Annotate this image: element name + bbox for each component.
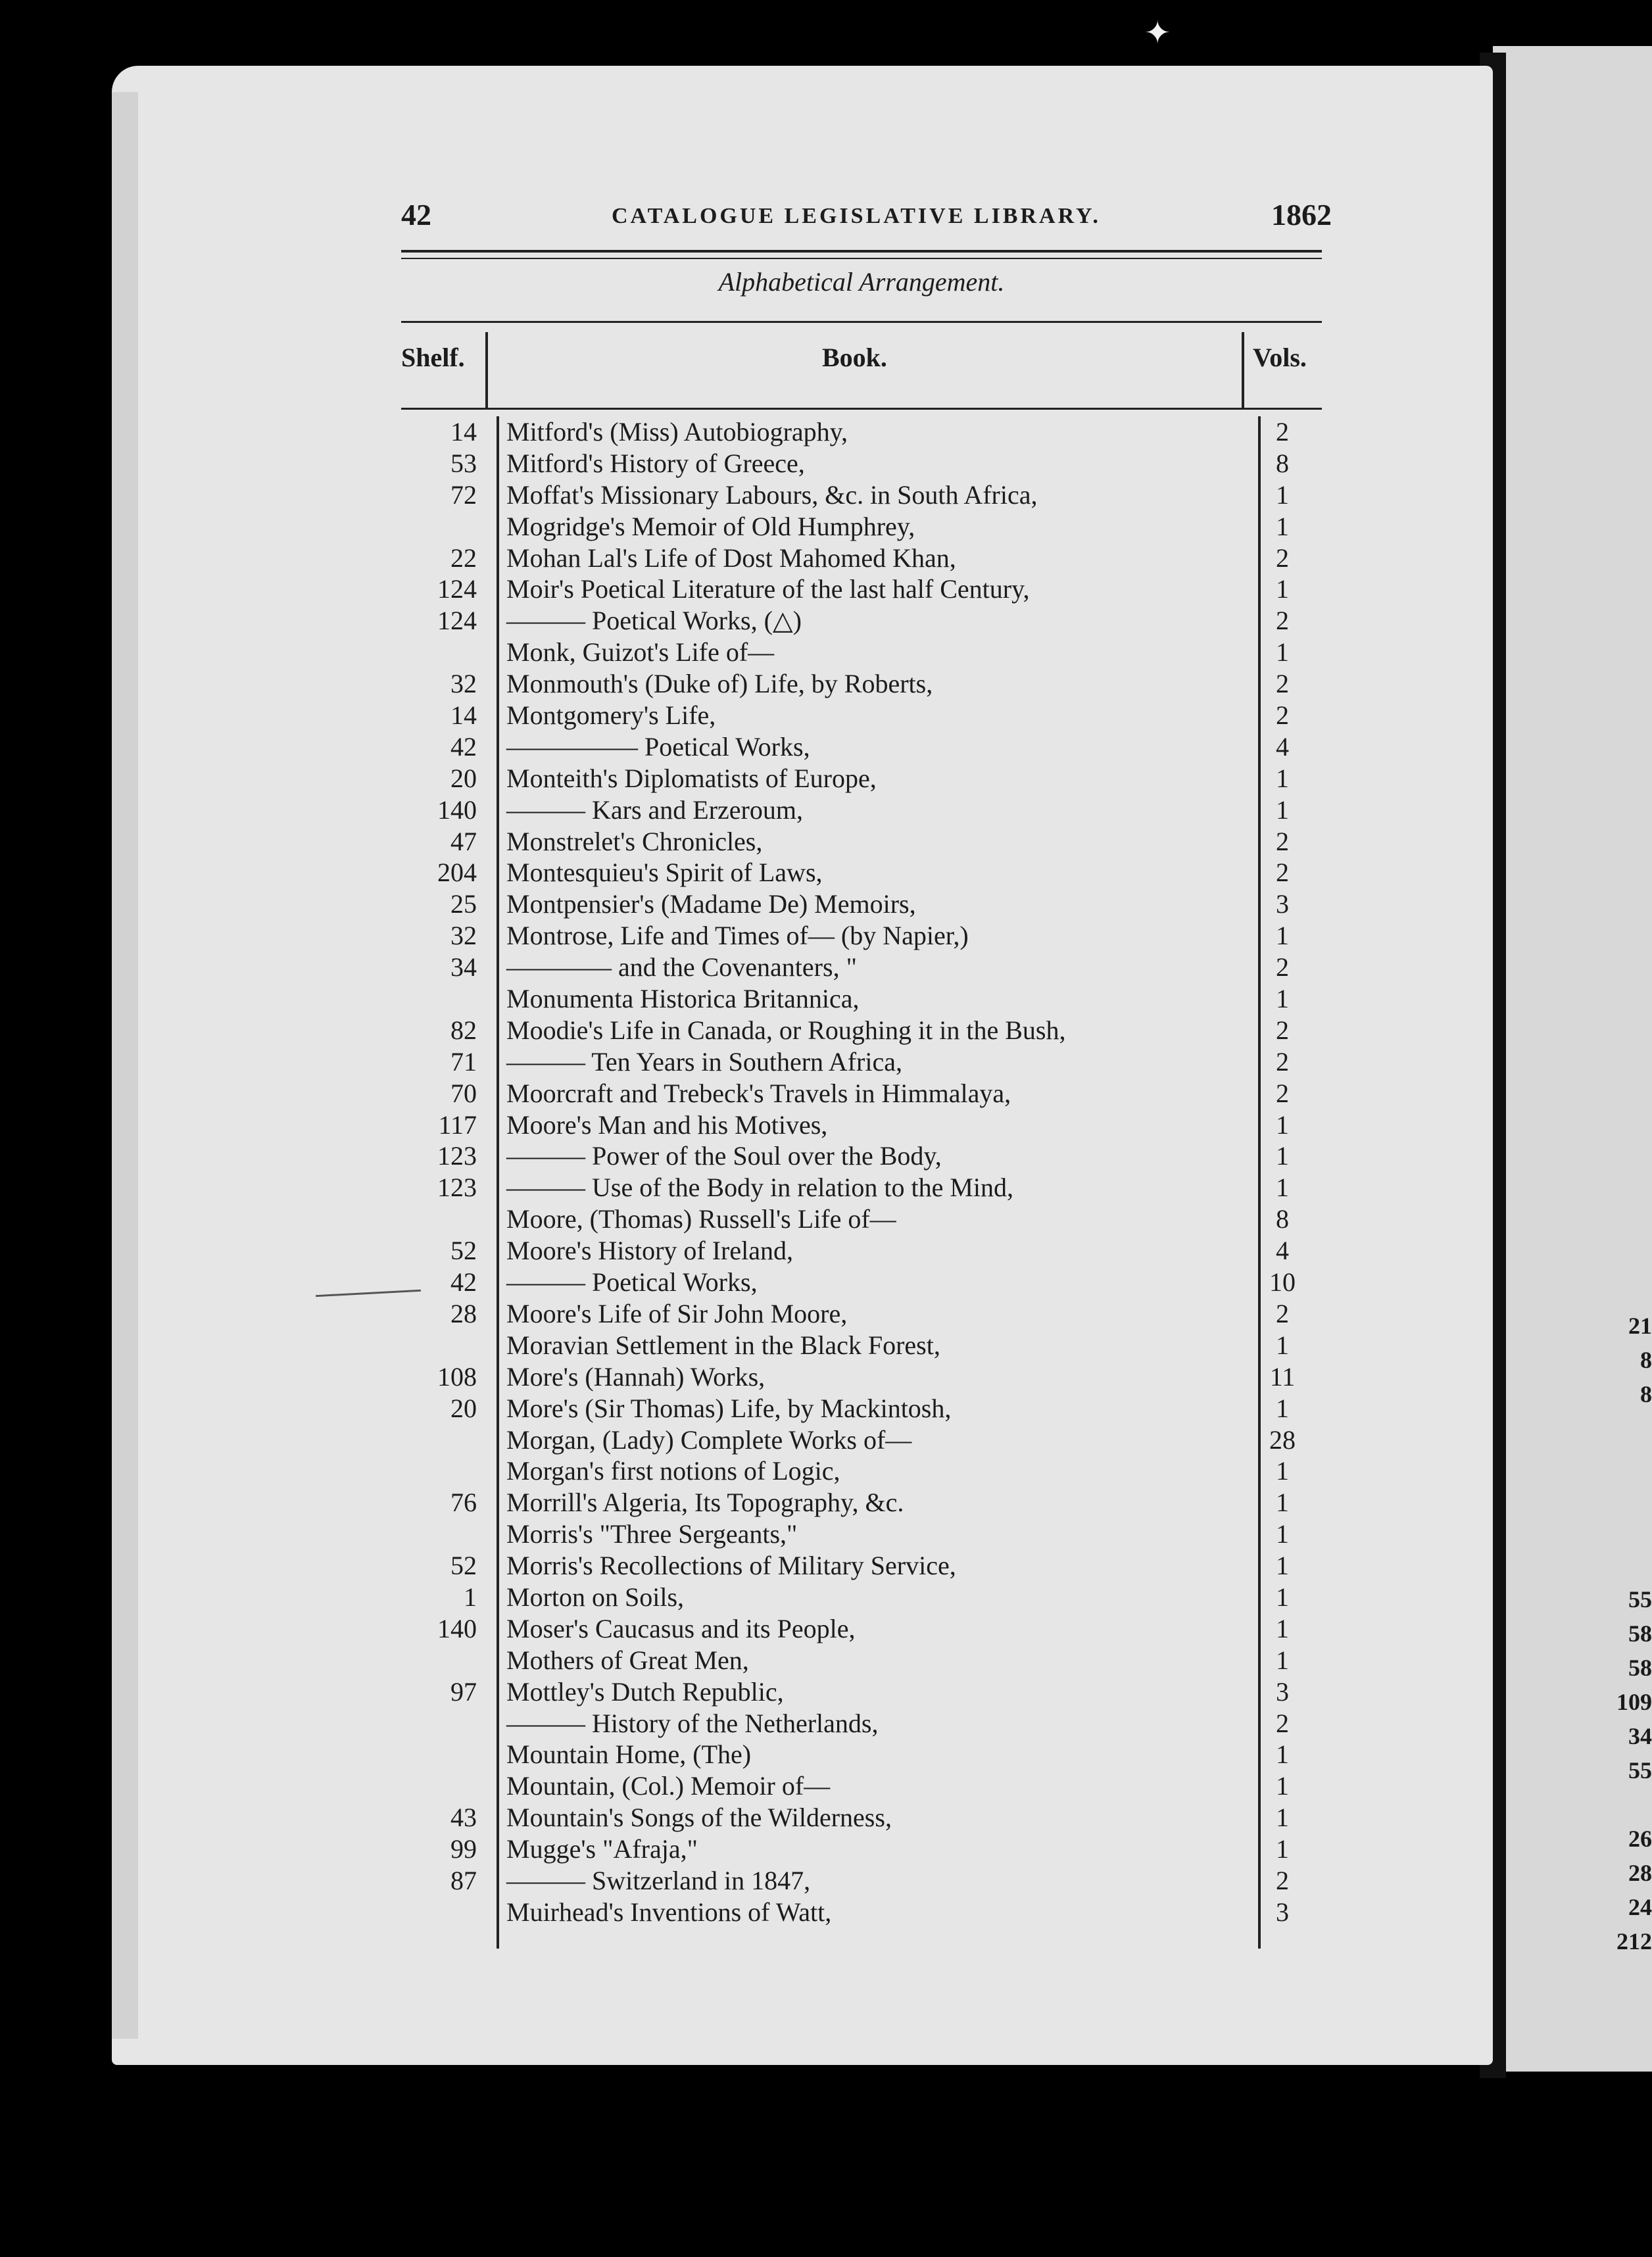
table-row	[401, 479, 1335, 511]
scan-speck: ✦	[1144, 16, 1171, 51]
book-cell: Morgan, (Lady) Complete Works of—	[506, 1424, 912, 1455]
vols-cell: 3	[1276, 1897, 1289, 1927]
book-cell: Moore's History of Ireland,	[506, 1236, 793, 1266]
adjacent-page-number: 24	[1628, 1894, 1652, 1920]
book-cell: Moorcraft and Trebeck's Travels in Himmalaya,	[506, 1078, 1011, 1108]
book-cell: Mogridge's Memoir of Old Humphrey,	[506, 511, 915, 541]
vols-cell: 2	[1276, 417, 1289, 447]
book-cell: Mitford's (Miss) Autobiography,	[506, 417, 848, 447]
vols-cell: 2	[1276, 858, 1289, 888]
vols-cell: 11	[1269, 1361, 1296, 1392]
table-row	[401, 1865, 1335, 1897]
vols-cell: 28	[1269, 1424, 1296, 1455]
vols-cell: 1	[1276, 1141, 1289, 1171]
book-cell: Morris's "Three Sergeants,"	[506, 1519, 798, 1549]
book-cell: Moir's Poetical Literature of the last half Century,	[506, 574, 1030, 604]
table-row	[401, 1203, 1335, 1235]
shelf-cell: 72	[450, 479, 477, 510]
vols-cell: 2	[1276, 1078, 1289, 1108]
shelf-cell: 71	[450, 1046, 477, 1077]
book-cell: Moravian Settlement in the Black Forest,	[506, 1330, 940, 1360]
vols-cell: 1	[1276, 1551, 1289, 1581]
table-row	[401, 448, 1335, 479]
table-row	[401, 794, 1335, 826]
book-cell: ———— and the Covenanters, "	[506, 952, 857, 983]
book-cell: Montpensier's (Madame De) Memoirs,	[506, 889, 916, 919]
table-row	[401, 511, 1335, 543]
adjacent-page-number: 109	[1616, 1689, 1652, 1715]
shelf-cell: 204	[437, 858, 477, 888]
adjacent-page-number: 8	[1640, 1381, 1652, 1407]
table-row	[401, 1897, 1335, 1928]
table-row	[401, 731, 1335, 763]
adjacent-page-number: 212	[1616, 1928, 1652, 1954]
book-cell: ——— Poetical Works, (△)	[506, 606, 802, 636]
book-cell: Montesquieu's Spirit of Laws,	[506, 858, 823, 888]
adjacent-page-number: 34	[1628, 1723, 1652, 1749]
table-row	[401, 1676, 1335, 1708]
column-divider	[1242, 332, 1244, 408]
adjacent-page-number	[1605, 1411, 1652, 1445]
shelf-cell: 53	[450, 448, 477, 478]
table-row	[401, 543, 1335, 574]
shelf-cell: 123	[437, 1173, 477, 1203]
table-row	[401, 1172, 1335, 1203]
table-row	[401, 573, 1335, 605]
vols-cell: 1	[1276, 794, 1289, 825]
vols-cell: 2	[1276, 1708, 1289, 1738]
book-cell: Mountain's Songs of the Wilderness,	[506, 1803, 892, 1833]
shelf-cell: 43	[450, 1803, 477, 1833]
table-row	[401, 1267, 1335, 1298]
table-row	[401, 1833, 1335, 1865]
adjacent-page-number: 28	[1628, 1860, 1652, 1886]
page-edge	[112, 92, 138, 2039]
table-row	[401, 605, 1335, 637]
table-row	[401, 1393, 1335, 1424]
vols-cell: 1	[1276, 921, 1289, 951]
book-cell: Monmouth's (Duke of) Life, by Roberts,	[506, 669, 933, 699]
column-header-rule	[401, 408, 1322, 410]
shelf-cell: 42	[450, 1267, 477, 1298]
shelf-cell: 124	[437, 606, 477, 636]
shelf-cell: 123	[437, 1141, 477, 1171]
vols-cell: 4	[1276, 1236, 1289, 1266]
book-cell: Monstrelet's Chronicles,	[506, 826, 763, 856]
book-cell: Moffat's Missionary Labours, &c. in South Africa,	[506, 479, 1038, 510]
table-row	[401, 1518, 1335, 1550]
vols-cell: 2	[1276, 543, 1289, 573]
vols-cell: 1	[1276, 1582, 1289, 1612]
table-row	[401, 1361, 1335, 1393]
shelf-cell: 20	[450, 763, 477, 793]
shelf-cell: 87	[450, 1865, 477, 1895]
table-row	[401, 1487, 1335, 1518]
page-number: 42	[401, 198, 431, 231]
vols-cell: 1	[1276, 1834, 1289, 1864]
book-cell: Muirhead's Inventions of Watt,	[506, 1897, 832, 1927]
page-header	[401, 197, 1332, 237]
table-row	[401, 1046, 1335, 1078]
table-row	[401, 1455, 1335, 1487]
adjacent-page-number: 55	[1628, 1586, 1652, 1613]
table-row	[401, 983, 1335, 1015]
shelf-cell: 52	[450, 1236, 477, 1266]
book-cell: Moodie's Life in Canada, or Roughing it in the Bush,	[506, 1015, 1066, 1045]
adjacent-page-number	[1605, 1445, 1652, 1480]
shelf-cell: 14	[450, 700, 477, 731]
table-row	[401, 1424, 1335, 1456]
catalogue-entries	[401, 416, 1335, 1928]
adjacent-page-number: 58	[1628, 1655, 1652, 1681]
shelf-cell: 70	[450, 1078, 477, 1108]
vols-cell: 2	[1276, 700, 1289, 731]
book-cell: ——— Ten Years in Southern Africa,	[506, 1046, 902, 1077]
table-row	[401, 668, 1335, 700]
book-cell: ————— Poetical Works,	[506, 731, 810, 762]
book-cell: ——— Use of the Body in relation to the Mind,	[506, 1173, 1014, 1203]
book-cell: ——— Kars and Erzeroum,	[506, 794, 803, 825]
adjacent-page-number	[1605, 1548, 1652, 1582]
book-cell: Morgan's first notions of Logic,	[506, 1456, 840, 1486]
vols-cell: 1	[1276, 511, 1289, 541]
book-cell: Mountain, (Col.) Memoir of—	[506, 1771, 831, 1801]
shelf-cell: 14	[450, 417, 477, 447]
header-rule-thin	[401, 258, 1322, 259]
adjacent-page-number	[1605, 1787, 1652, 1822]
shelf-cell: 20	[450, 1393, 477, 1423]
vols-cell: 1	[1276, 1109, 1289, 1140]
shelf-cell: 28	[450, 1298, 477, 1328]
shelf-cell: 34	[450, 952, 477, 983]
table-row	[401, 1078, 1335, 1109]
vols-cell: 1	[1276, 1771, 1289, 1801]
book-cell: Mountain Home, (The)	[506, 1739, 752, 1770]
column-header-shelf: Shelf.	[401, 343, 465, 372]
table-row	[401, 1140, 1335, 1172]
shelf-cell: 124	[437, 574, 477, 604]
table-row	[401, 888, 1335, 920]
shelf-cell: 22	[450, 543, 477, 573]
vols-cell: 1	[1276, 1173, 1289, 1203]
table-row	[401, 857, 1335, 888]
book-cell: Mohan Lal's Life of Dost Mahomed Khan,	[506, 543, 956, 573]
vols-cell: 1	[1276, 1456, 1289, 1486]
column-header-vols: Vols.	[1253, 343, 1307, 372]
table-row	[401, 1582, 1335, 1613]
running-title: CATALOGUE LEGISLATIVE LIBRARY.	[612, 204, 1101, 228]
vols-cell: 1	[1276, 763, 1289, 793]
shelf-cell: 42	[450, 731, 477, 762]
shelf-cell: 25	[450, 889, 477, 919]
book-cell: Monteith's Diplomatists of Europe,	[506, 763, 877, 793]
table-row	[401, 826, 1335, 858]
vols-cell: 1	[1276, 1739, 1289, 1770]
book-cell: Moore, (Thomas) Russell's Life of—	[506, 1204, 896, 1234]
adjacent-page-number	[1605, 1480, 1652, 1514]
book-cell: Mugge's "Afraja,"	[506, 1834, 698, 1864]
book-cell: ——— Switzerland in 1847,	[506, 1865, 811, 1895]
book-cell: ——— Poetical Works,	[506, 1267, 758, 1298]
vols-cell: 1	[1276, 1803, 1289, 1833]
adjacent-page-number: 58	[1628, 1620, 1652, 1647]
book-cell: Montgomery's Life,	[506, 700, 716, 731]
book-cell: Morris's Recollections of Military Service,	[506, 1551, 956, 1581]
table-row	[401, 700, 1335, 731]
vols-cell: 1	[1276, 1488, 1289, 1518]
subtitle-rule	[401, 321, 1322, 323]
table-row	[401, 1015, 1335, 1046]
table-row	[401, 1109, 1335, 1141]
header-rule	[401, 250, 1322, 253]
book-cell: Mottley's Dutch Republic,	[506, 1676, 784, 1707]
vols-cell: 1	[1276, 1645, 1289, 1675]
section-subtitle: Alphabetical Arrangement.	[718, 267, 1005, 297]
vols-cell: 10	[1269, 1267, 1296, 1298]
shelf-cell: 97	[450, 1676, 477, 1707]
table-row	[401, 416, 1335, 448]
vols-cell: 2	[1276, 826, 1289, 856]
shelf-cell: 82	[450, 1015, 477, 1045]
vols-cell: 1	[1276, 574, 1289, 604]
table-row	[401, 763, 1335, 794]
vols-cell: 2	[1276, 669, 1289, 699]
vols-cell: 1	[1276, 1613, 1289, 1643]
vols-cell: 2	[1276, 952, 1289, 983]
shelf-cell: 47	[450, 826, 477, 856]
vols-cell: 2	[1276, 1298, 1289, 1328]
book-cell: Moore's Life of Sir John Moore,	[506, 1298, 848, 1328]
vols-cell: 2	[1276, 606, 1289, 636]
shelf-cell: 52	[450, 1551, 477, 1581]
vols-cell: 1	[1276, 1330, 1289, 1360]
table-row	[401, 637, 1335, 668]
vols-cell: 1	[1276, 1393, 1289, 1423]
vols-cell: 8	[1276, 448, 1289, 478]
vols-cell: 8	[1276, 1204, 1289, 1234]
book-cell: Monk, Guizot's Life of—	[506, 637, 775, 667]
vols-cell: 4	[1276, 731, 1289, 762]
column-header-book: Book.	[822, 343, 887, 372]
shelf-cell: 108	[437, 1361, 477, 1392]
adjacent-page-number: 21	[1628, 1313, 1652, 1339]
adjacent-page-number: 8	[1640, 1347, 1652, 1373]
year: 1862	[1271, 198, 1332, 231]
book-cell: More's (Sir Thomas) Life, by Mackintosh,	[506, 1393, 952, 1423]
book-cell: Mitford's History of Greece,	[506, 448, 805, 478]
vols-cell: 2	[1276, 1015, 1289, 1045]
book-cell: More's (Hannah) Works,	[506, 1361, 765, 1392]
book-cell: ——— History of the Netherlands,	[506, 1708, 879, 1738]
shelf-cell: 140	[437, 794, 477, 825]
vols-cell: 2	[1276, 1046, 1289, 1077]
book-cell: ——— Power of the Soul over the Body,	[506, 1141, 942, 1171]
table-row	[401, 920, 1335, 952]
adjacent-page-number: 55	[1628, 1757, 1652, 1784]
vols-cell: 1	[1276, 637, 1289, 667]
table-row	[401, 1708, 1335, 1739]
vols-cell: 3	[1276, 1676, 1289, 1707]
shelf-cell: 76	[450, 1488, 477, 1518]
vols-cell: 1	[1276, 479, 1289, 510]
book-cell: Morrill's Algeria, Its Topography, &c.	[506, 1488, 904, 1518]
shelf-cell: 99	[450, 1834, 477, 1864]
book-cell: Morton on Soils,	[506, 1582, 685, 1612]
adjacent-page-number	[1605, 1514, 1652, 1548]
table-row	[401, 952, 1335, 983]
vols-cell: 1	[1276, 984, 1289, 1014]
table-row	[401, 1298, 1335, 1330]
book-cell: Monumenta Historica Britannica,	[506, 984, 860, 1014]
shelf-cell: 117	[438, 1109, 477, 1140]
table-row	[401, 1770, 1335, 1802]
vols-cell: 1	[1276, 1519, 1289, 1549]
table-row	[401, 1330, 1335, 1361]
table-row	[401, 1802, 1335, 1833]
book-cell: Mothers of Great Men,	[506, 1645, 749, 1675]
table-row	[401, 1550, 1335, 1582]
table-row	[401, 1739, 1335, 1770]
vols-cell: 2	[1276, 1865, 1289, 1895]
shelf-cell: 140	[437, 1613, 477, 1643]
book-cell: Moore's Man and his Motives,	[506, 1109, 828, 1140]
adjacent-page-number: 26	[1628, 1826, 1652, 1852]
vols-cell: 3	[1276, 889, 1289, 919]
shelf-cell: 32	[450, 921, 477, 951]
table-row	[401, 1613, 1335, 1645]
adjacent-page-numbers	[1605, 1309, 1652, 1958]
book-cell: Montrose, Life and Times of— (by Napier,)	[506, 921, 969, 951]
book-cell: Moser's Caucasus and its People,	[506, 1613, 856, 1643]
column-divider	[485, 332, 488, 408]
shelf-cell: 32	[450, 669, 477, 699]
table-row	[401, 1645, 1335, 1676]
shelf-cell: 1	[464, 1582, 477, 1612]
table-row	[401, 1235, 1335, 1267]
